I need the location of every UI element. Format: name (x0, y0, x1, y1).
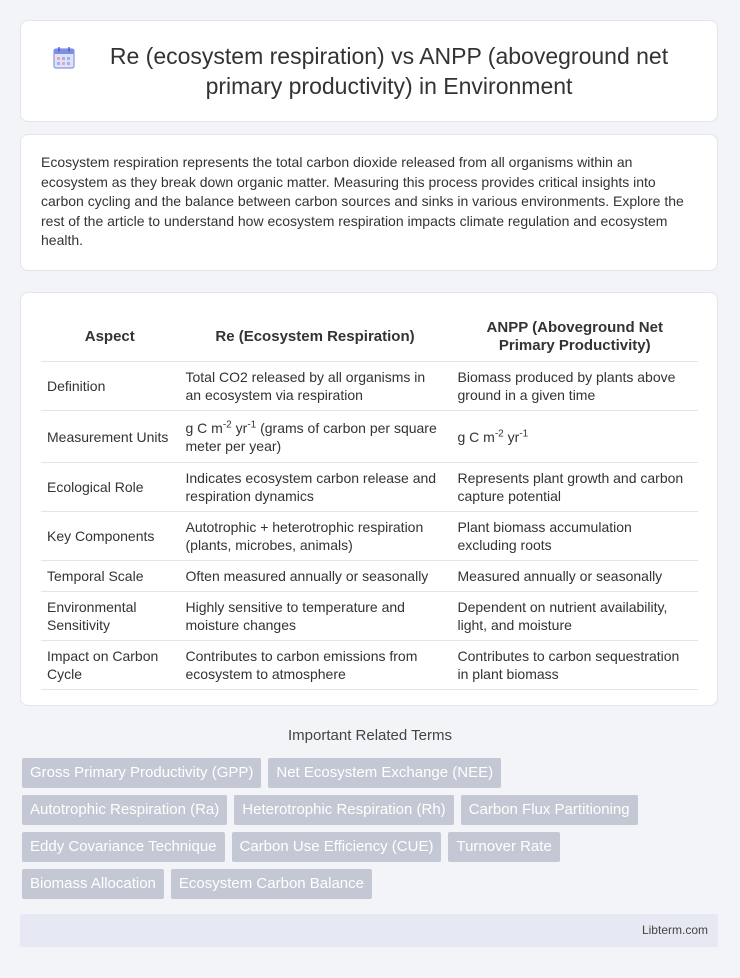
anpp-cell: Dependent on nutrient availability, light, and moisture (451, 592, 698, 641)
re-unit-exponent: -1 (247, 418, 257, 430)
related-term-tag[interactable]: Ecosystem Carbon Balance (171, 869, 372, 899)
table-row (41, 561, 698, 592)
related-term-tag[interactable]: Heterotrophic Respiration (Rh) (234, 795, 453, 825)
related-term-tag[interactable]: Biomass Allocation (22, 869, 164, 899)
intro-paragraph: Ecosystem respiration represents the total carbon dioxide released from all organisms within an ecosystem as they break down organic matter. Measuring this process provides critical insights into carbon cycling and the balance between carbon sources and sinks in various environments. Explore the rest of the article to understand how ecosystem respiration impacts climate regulation and ecosystem health. (41, 154, 684, 249)
footer-site-link[interactable]: Libterm.com (641, 923, 708, 937)
table-row (41, 592, 698, 641)
anpp-cell (451, 411, 698, 463)
re-unit: g C m (185, 419, 223, 436)
re-cell: Contributes to carbon emissions from ecosystem to atmosphere (179, 641, 451, 690)
related-term-tag[interactable]: Autotrophic Respiration (Ra) (22, 795, 227, 825)
table-row (41, 463, 698, 512)
table-header-row (41, 311, 698, 362)
document-calendar-icon (51, 45, 77, 71)
comparison-table (41, 311, 698, 690)
related-term-tag[interactable]: Gross Primary Productivity (GPP) (22, 758, 261, 788)
table-row (41, 411, 698, 463)
related-term-tag[interactable]: Net Ecosystem Exchange (NEE) (268, 758, 501, 788)
related-term-tag[interactable]: Carbon Use Efficiency (CUE) (232, 832, 442, 862)
anpp-unit-exponent: -2 (494, 427, 504, 439)
aspect-cell: Measurement Units (41, 411, 179, 463)
anpp-cell: Biomass produced by plants above ground in a given time (451, 362, 698, 411)
anpp-cell: Plant biomass accumulation excluding roots (451, 512, 698, 561)
anpp-unit-exponent: -1 (519, 427, 529, 439)
anpp-cell: Contributes to carbon sequestration in plant biomass (451, 641, 698, 690)
aspect-cell: Environmental Sensitivity (41, 592, 179, 641)
re-unit-mid: yr (231, 419, 248, 436)
related-terms-title: Important Related Terms (288, 727, 452, 744)
re-cell: Often measured annually or seasonally (179, 561, 451, 592)
anpp-unit-mid: yr (503, 428, 520, 445)
aspect-cell: Definition (41, 362, 179, 411)
page-title: Re (ecosystem respiration) vs ANPP (aboveground net primary productivity) in Environment (109, 43, 669, 99)
re-cell: Highly sensitive to temperature and moisture changes (179, 592, 451, 641)
header-anpp: ANPP (Aboveground Net Primary Productivity) (451, 311, 698, 362)
intro-card (20, 134, 718, 271)
table-row (41, 362, 698, 411)
re-unit-description: (grams of carbon per square meter per year) (185, 419, 437, 454)
anpp-cell: Represents plant growth and carbon capture potential (451, 463, 698, 512)
re-unit-exponent: -2 (222, 418, 232, 430)
related-terms-list (22, 758, 712, 906)
re-cell: Total CO2 released by all organisms in an ecosystem via respiration (179, 362, 451, 411)
related-term-tag[interactable]: Carbon Flux Partitioning (461, 795, 638, 825)
re-cell: Indicates ecosystem carbon release and respiration dynamics (179, 463, 451, 512)
header-aspect: Aspect (41, 311, 179, 362)
anpp-cell: Measured annually or seasonally (451, 561, 698, 592)
related-term-tag[interactable]: Turnover Rate (448, 832, 559, 862)
aspect-cell: Ecological Role (41, 463, 179, 512)
aspect-cell: Impact on Carbon Cycle (41, 641, 179, 690)
header-re: Re (Ecosystem Respiration) (179, 311, 451, 362)
anpp-unit: g C m (457, 428, 495, 445)
related-term-tag[interactable]: Eddy Covariance Technique (22, 832, 225, 862)
aspect-cell: Key Components (41, 512, 179, 561)
table-row (41, 641, 698, 690)
aspect-cell: Temporal Scale (41, 561, 179, 592)
title-card (20, 20, 718, 122)
re-cell (179, 411, 451, 463)
table-row (41, 512, 698, 561)
re-cell: Autotrophic + heterotrophic respiration (plants, microbes, animals) (179, 512, 451, 561)
comparison-card (20, 292, 718, 706)
footer (20, 914, 718, 947)
